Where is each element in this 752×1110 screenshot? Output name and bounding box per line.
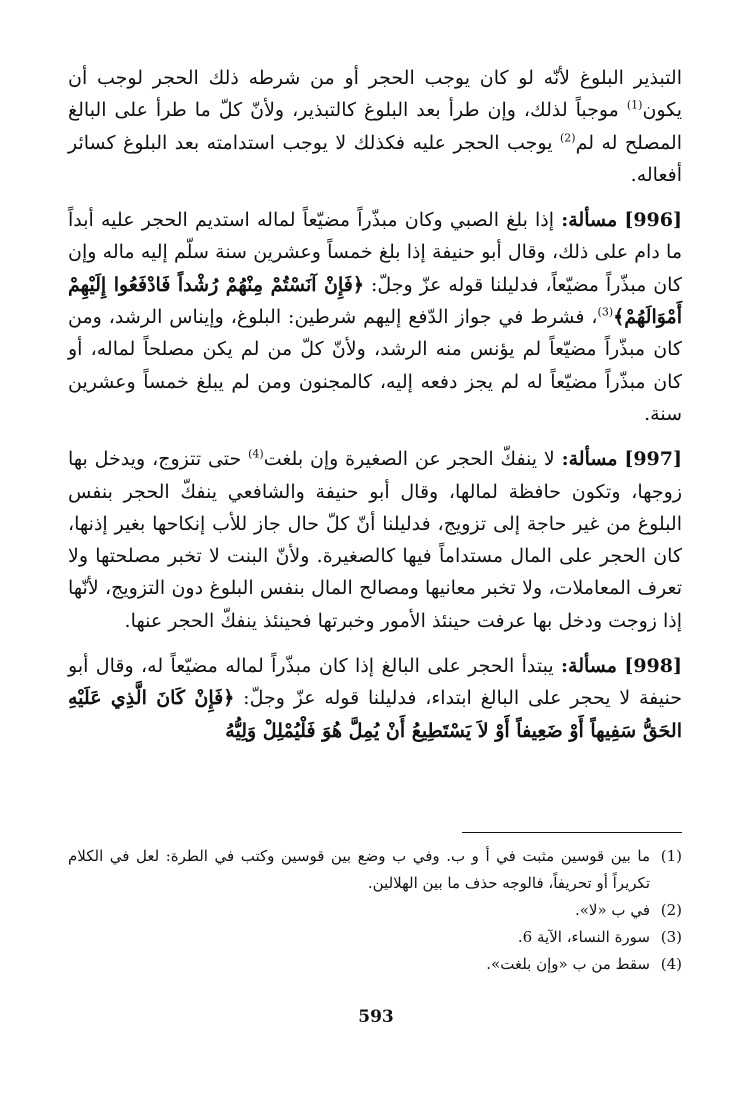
footnote-text: سقط من ب «وإن بلغت». — [486, 955, 650, 973]
footnote-ref-1: (1) — [626, 98, 643, 112]
footnote-number: (2) — [660, 901, 682, 919]
footnote-ref-2: (2) — [559, 131, 576, 145]
issue-996-paragraph — [68, 204, 682, 430]
main-text — [68, 62, 682, 760]
footnote-divider — [462, 832, 682, 833]
intro-paragraph — [68, 62, 682, 191]
footnote-number: (3) — [660, 928, 682, 946]
footnote-number: (4) — [660, 955, 682, 973]
intro-text-2: موجباً لذلك، وإن طرأ بعد البلوغ كالتبذير، ولأنّ كلّ ما طرأ على البالغ المصلح له لم — [68, 99, 682, 154]
footnote-3 — [68, 924, 682, 951]
footnote-ref-4: (4) — [248, 447, 264, 461]
footnote-text: سورة النساء، الآية 6. — [517, 928, 650, 946]
issue-997-number: [997] — [624, 448, 682, 471]
issue-996-quran-verse: ﴿فَإِنْ آنَسْتُمْ مِنْهُمْ رُشْداً فَادْفَعُوا إِلَيْهِمْ أَمْوَالَهُمْ﴾ — [68, 273, 682, 329]
issue-997-text-2: حتى تتزوج، ويدخل بها زوجها، وتكون حافظة لمالها، وقال أبو حنيفة والشافعي ينفكّ الحجر بنفس البلوغ من غير حاجة إلى تزويج، فدليلنا أنّ كلّ حال جاز للأب إنكاحها بغير إذنها، كان الحجر على المال مستداماً فيها كالصغيرة. ولأنّ البنت لا تخبر مصلحتها ولا تعرف المعاملات، ولا تخبر معانيها ومصالح المال بنفس البلوغ دون التزويج، لأنّها إذا زوجت ودخل بها عرفت حينئذ الأمور وخبرتها فحينئذ ينفكّ الحجر عنها. — [68, 448, 682, 632]
footnote-2 — [68, 897, 682, 924]
issue-996-label: مسألة: — [561, 209, 618, 232]
footnote-text: ما بين قوسين مثبت في أ و ب. وفي ب وضع بين قوسين وكتب في الطرة: لعل في الكلام تكريراً أو تحريفاً، فالوجه حذف ما بين الهلالين. — [68, 847, 650, 892]
issue-998-text-1: يبتدأ الحجر على البالغ إذا كان مبذّراً لماله مضيّعاً له، وقال أبو حنيفة لا يحجر على البالغ ابتداء، فدليلنا قوله عزّ وجلّ: — [68, 655, 682, 710]
issue-998-number: [998] — [624, 655, 682, 678]
footnote-1 — [68, 843, 682, 897]
footnote-number: (1) — [660, 847, 682, 865]
intro-text-1: التبذير البلوغ لأنّه لو كان يوجب الحجر أو من شرطه ذلك الحجر لوجب أن يكون — [68, 67, 682, 122]
footnote-ref-3: (3) — [597, 305, 614, 319]
issue-997-paragraph — [68, 443, 682, 637]
issue-997-label: مسألة: — [561, 448, 618, 471]
intro-text-3: يوجب الحجر عليه فكذلك لا يوجب استدامته بعد البلوغ كسائر أفعاله. — [68, 131, 682, 186]
footnote-4 — [68, 951, 682, 978]
footnote-text: في ب «لا». — [574, 901, 650, 919]
issue-998-quran-verse: ﴿فَإِنْ كَانَ الَّذِي عَلَيْهِ الحَقُّ سَفِيهاً أَوْ ضَعِيفاً أَوْ لاَ يَسْتَطِيعُ أَنْ يُمِلَّ هُوَ فَلْيُمْلِلْ وَلِيُّهُ — [68, 687, 682, 742]
issue-996-text-2: ، فشرط في جواز الدّفع إليهم شرطين: البلوغ، وإيناس الرشد، ومن كان مبذّراً مضيّعاً لم يؤنس منه الرشد، ولأنّ كلّ من لم يكن مصلحاً لماله، أو كان مبذّراً مضيّعاً له لم يجز دفعه إليه، كالمجنون ومن لم يبلغ خمساً وعشرين سنة. — [68, 306, 682, 425]
issue-996-number: [996] — [624, 209, 682, 232]
issue-996-text-1: إذا بلغ الصبي وكان مبذّراً مضيّعاً لماله استديم الحجر عليه أبداً ما دام على ذلك، وقال أبو حنيفة إذا بلغ خمساً وعشرين سنة سلّم إليه ماله وإن كان مبذّراً مضيّعاً، فدليلنا قوله عزّ وجلّ: — [68, 209, 682, 296]
footnotes — [68, 843, 682, 978]
page-number: 593 — [358, 1007, 394, 1027]
issue-998-label: مسألة: — [561, 655, 617, 678]
issue-997-text-1: لا ينفكّ الحجر عن الصغيرة وإن بلغت — [263, 448, 562, 471]
issue-998-paragraph — [68, 650, 682, 747]
